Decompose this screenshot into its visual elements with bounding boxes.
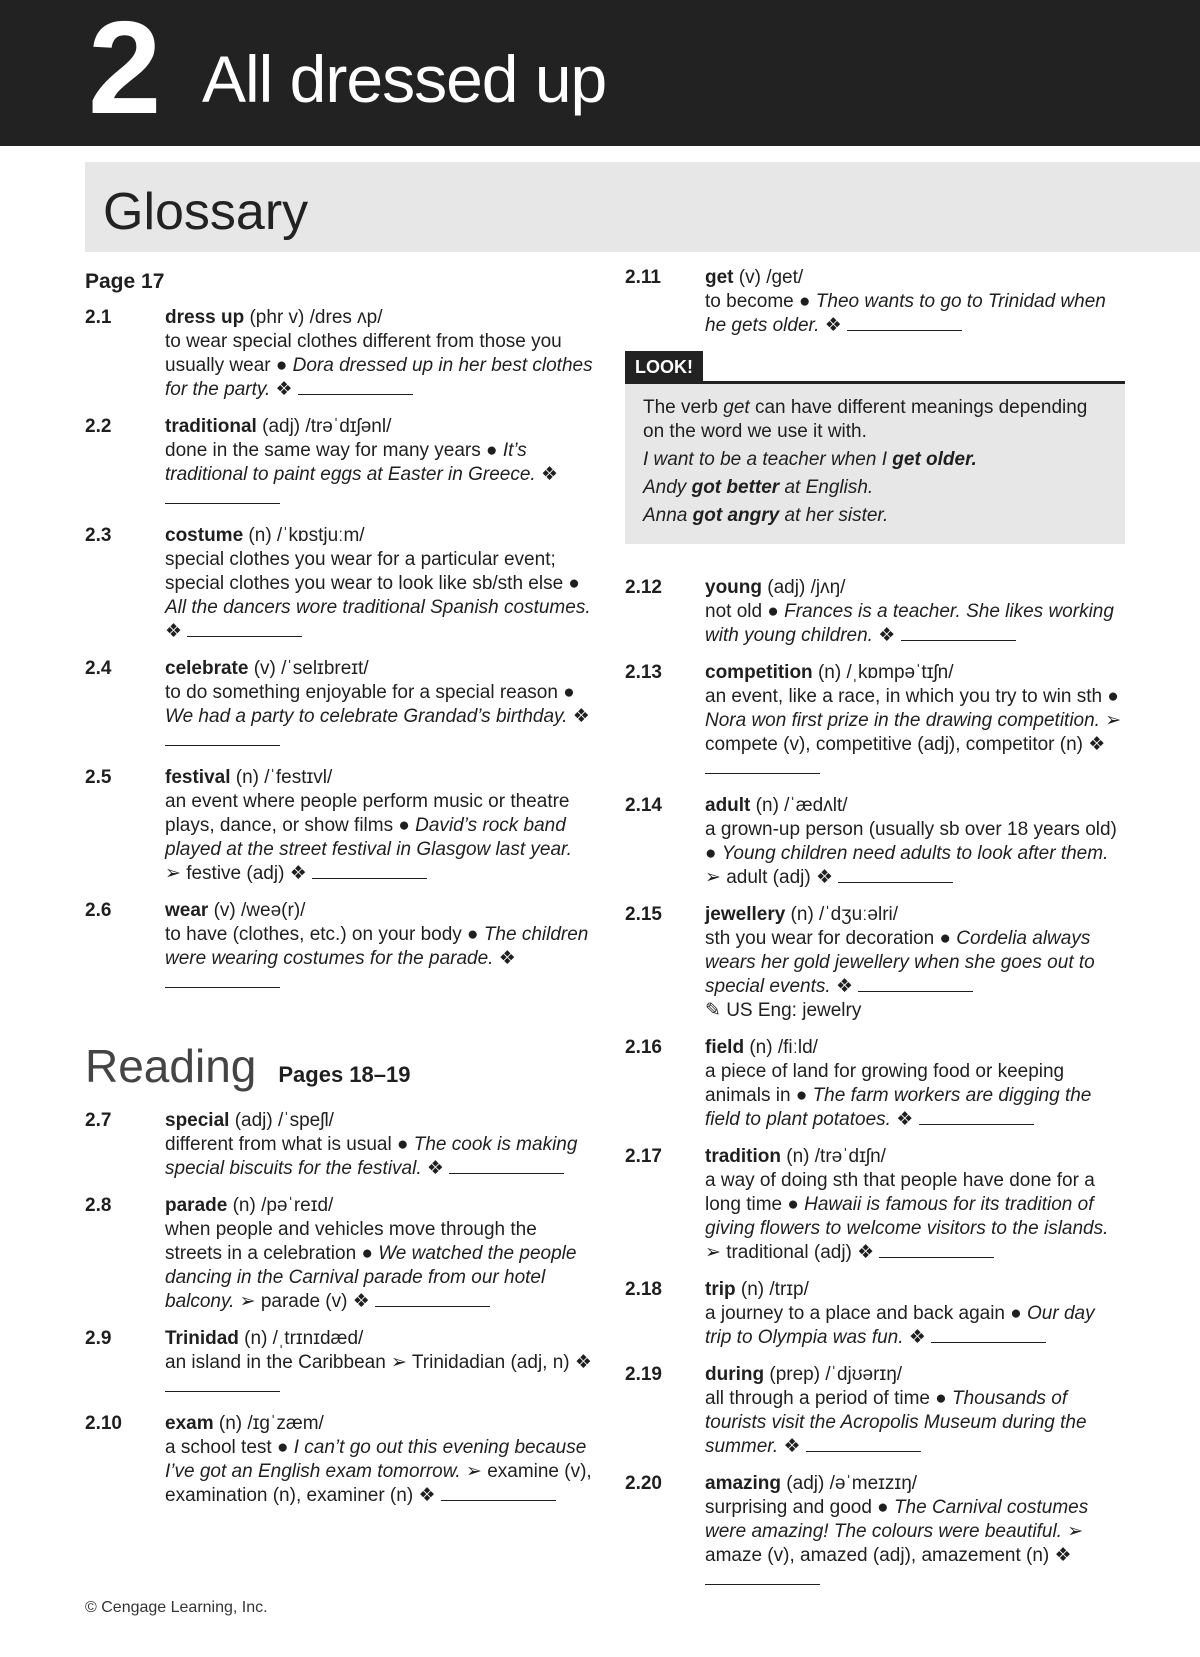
entry-number: 2.2	[85, 416, 112, 437]
entry-definition: special clothes you wear for a particular event; special clothes you wear to look like sb/sth else ●	[165, 549, 580, 594]
translation-blank	[705, 757, 820, 774]
glossary-entry	[625, 266, 1125, 338]
entry-body	[165, 766, 593, 886]
look-example-3	[643, 504, 1107, 528]
entry-number: 2.4	[85, 658, 112, 679]
entry-definition: sth you wear for decoration ●	[705, 928, 957, 949]
entry-headword: get	[705, 267, 734, 288]
entry-number: 2.10	[85, 1413, 122, 1434]
entry-definition: a piece of land for growing food or keeping animals in ●	[705, 1061, 1065, 1106]
entry-example: Dora dressed up in her best clothes for the party.	[165, 355, 593, 400]
entry-definition: to become ●	[705, 291, 816, 312]
right-column	[625, 266, 1125, 1605]
entry-derived-forms: compete (v), competitive (adj), competitor (n)	[705, 734, 1084, 755]
entry-headword: tradition	[705, 1146, 781, 1167]
entry-number: 2.13	[625, 662, 662, 683]
entry-body	[705, 1278, 1125, 1350]
left-column	[85, 266, 593, 1521]
entry-headword: competition	[705, 662, 813, 683]
look-intro-text: The verb	[643, 397, 724, 418]
entry-definition: an island in the Caribbean	[165, 1352, 392, 1373]
entry-headword: during	[705, 1364, 765, 1385]
glossary-entry	[85, 524, 593, 644]
entry-number: 2.1	[85, 307, 112, 328]
entry-part-of-speech: (adj) /jʌŋ/	[762, 577, 846, 598]
entry-part-of-speech: (n) /ˈkɒstjuːm/	[243, 525, 365, 546]
entry-part-of-speech: (v) /ˈselɪbreɪt/	[248, 658, 369, 679]
entry-headword: traditional	[165, 416, 257, 437]
entry-part-of-speech: (adj) /əˈmeɪzɪŋ/	[781, 1473, 918, 1494]
entry-example: I can’t go out this evening because I’ve got an English exam tomorrow.	[165, 1437, 587, 1482]
glossary-list-reading	[85, 1109, 593, 1508]
translation-marker-icon: ❖	[289, 863, 307, 884]
look-intro-text-end: can have different meanings depending on the word we use it with.	[643, 397, 1088, 442]
entry-definition: all through a period of time ●	[705, 1388, 952, 1409]
look-example-2-text: Andy	[643, 477, 692, 498]
look-example-1-bold: get older.	[892, 449, 977, 470]
translation-marker-icon: ❖	[541, 464, 559, 485]
entry-example: Cordelia always wears her gold jewellery when she goes out to special events.	[705, 928, 1095, 997]
entry-headword: field	[705, 1037, 745, 1058]
entry-headword: dress up	[165, 307, 245, 328]
translation-marker-icon: ❖	[352, 1291, 370, 1312]
entry-part-of-speech: (n) /fiːld/	[744, 1037, 818, 1058]
look-intro	[643, 396, 1107, 444]
glossary-entry	[85, 415, 593, 511]
entry-part-of-speech: (n) /ˌtrɪnɪdæd/	[238, 1328, 364, 1349]
derived-arrow-icon: ➢	[705, 1242, 721, 1263]
entry-part-of-speech: (prep) /ˈdjʊərɪŋ/	[764, 1364, 903, 1385]
translation-marker-icon: ❖	[878, 625, 896, 646]
translation-marker-icon: ❖	[835, 976, 854, 997]
glossary-entry	[625, 1278, 1125, 1350]
entry-number: 2.17	[625, 1146, 662, 1167]
derived-arrow-icon: ➢	[705, 867, 721, 888]
reading-section-heading	[85, 1039, 593, 1093]
glossary-entry	[625, 576, 1125, 648]
entry-part-of-speech: (adj) /ˈspeʃl/	[229, 1110, 334, 1131]
glossary-entry	[625, 794, 1125, 890]
entry-number: 2.6	[85, 900, 112, 921]
entry-example: The cook is making special biscuits for the festival.	[165, 1134, 578, 1179]
entry-part-of-speech: (n) /ɪgˈzæm/	[213, 1413, 324, 1434]
translation-marker-icon: ❖	[574, 1352, 592, 1373]
entry-example: Thousands of tourists visit the Acropolis Museum during the summer.	[705, 1388, 1087, 1457]
entry-body	[705, 1472, 1125, 1592]
translation-marker-icon: ❖	[418, 1485, 436, 1506]
unit-banner	[0, 0, 1200, 146]
derived-arrow-icon: ➢	[165, 863, 181, 884]
look-label: LOOK!	[625, 351, 703, 384]
look-example-3-text: Anna	[643, 505, 693, 526]
entry-headword: costume	[165, 525, 244, 546]
entry-example: Our day trip to Olympia was fun.	[705, 1303, 1095, 1348]
translation-blank	[375, 1290, 490, 1307]
entry-definition: to do something enjoyable for a special reason ●	[165, 682, 575, 703]
translation-marker-icon: ❖	[896, 1109, 914, 1130]
entry-body	[165, 415, 593, 511]
translation-marker-icon: ❖	[824, 315, 842, 336]
look-example-2-bold: got better	[691, 477, 780, 498]
page-reference: Page 17	[85, 270, 165, 293]
glossary-entry	[625, 1036, 1125, 1132]
translation-marker-icon: ❖	[165, 621, 183, 642]
entry-derived-forms: Trinidadian (adj, n)	[411, 1352, 570, 1373]
entry-body	[165, 1412, 593, 1508]
glossary-entry	[85, 1109, 593, 1181]
entry-number: 2.3	[85, 525, 112, 546]
look-box	[625, 351, 1125, 544]
entry-headword: jewellery	[705, 904, 786, 925]
entry-headword: special	[165, 1110, 230, 1131]
translation-blank	[165, 487, 280, 504]
entry-part-of-speech: (adj) /trəˈdɪʃənl/	[256, 416, 392, 437]
entry-example: Young children need adults to look after them.	[721, 843, 1109, 864]
entry-definition: to wear special clothes different from those you usually wear ●	[165, 331, 562, 376]
entry-body	[705, 576, 1125, 648]
glossary-entry	[85, 766, 593, 886]
look-example-3-end: at her sister.	[779, 505, 889, 526]
translation-marker-icon: ❖	[783, 1436, 801, 1457]
entry-definition: a grown-up person (usually sb over 18 years old) ●	[705, 819, 1117, 864]
translation-blank	[187, 620, 302, 637]
entry-derived-forms: festive (adj)	[186, 863, 285, 884]
entry-part-of-speech: (n) /ˈædʌlt/	[750, 795, 848, 816]
entry-example: The farm workers are digging the field to plant potatoes.	[705, 1085, 1092, 1130]
translation-marker-icon: ❖	[426, 1158, 444, 1179]
entry-headword: celebrate	[165, 658, 249, 679]
entry-number: 2.14	[625, 795, 662, 816]
entry-derived-forms: examine (v), examination (n), examiner (n)	[165, 1461, 592, 1506]
entry-part-of-speech: (n) /ˈfestɪvl/	[230, 767, 333, 788]
entry-part-of-speech: (v) /get/	[733, 267, 804, 288]
entry-definition: different from what is usual ●	[165, 1134, 414, 1155]
derived-arrow-icon: ➢	[465, 1461, 482, 1482]
translation-blank	[858, 975, 973, 992]
entry-part-of-speech: (phr v) /dres ʌp/	[244, 307, 383, 328]
entry-definition: when people and vehicles move through the streets in a celebration ●	[165, 1219, 537, 1264]
derived-arrow-icon: ➢	[239, 1291, 256, 1312]
translation-blank	[449, 1157, 564, 1174]
entry-body	[705, 794, 1125, 890]
entry-body	[165, 1109, 593, 1181]
entry-example: All the dancers wore traditional Spanish costumes.	[165, 597, 591, 618]
entry-example: We watched the people dancing in the Carnival parade from our hotel balcony.	[165, 1243, 577, 1312]
entry-part-of-speech: (n) /trəˈdɪʃn/	[781, 1146, 886, 1167]
reading-pages: Pages 18–19	[278, 1062, 411, 1087]
translation-blank	[298, 378, 413, 395]
entry-headword: amazing	[705, 1473, 782, 1494]
entry-number: 2.19	[625, 1364, 662, 1385]
entry-body	[705, 1036, 1125, 1132]
entry-number: 2.15	[625, 904, 662, 925]
translation-blank	[879, 1241, 994, 1258]
derived-arrow-icon: ➢	[1067, 1521, 1084, 1542]
entry-definition: a way of doing sth that people have done for a long time ●	[705, 1170, 1095, 1215]
glossary-entry	[85, 1412, 593, 1508]
translation-marker-icon: ❖	[275, 379, 293, 400]
entry-definition: a school test ●	[165, 1437, 294, 1458]
entry-headword: trip	[705, 1279, 736, 1300]
translation-blank	[165, 1375, 280, 1392]
entry-example: David’s rock band played at the street festival in Glasgow last year.	[165, 815, 572, 860]
entry-headword: wear	[165, 900, 209, 921]
entry-example: Theo wants to go to Trinidad when he gets older.	[705, 291, 1106, 336]
translation-blank	[441, 1484, 556, 1501]
glossary-entry	[85, 306, 593, 402]
entry-definition: not old ●	[705, 601, 785, 622]
look-intro-word: get	[723, 397, 750, 418]
glossary-entry	[625, 903, 1125, 1023]
entry-example: Frances is a teacher. She likes working with young children.	[705, 601, 1114, 646]
entry-part-of-speech: (n) /pəˈreɪd/	[227, 1195, 334, 1216]
entry-definition: done in the same way for many years ●	[165, 440, 503, 461]
unit-title: All dressed up	[202, 42, 607, 116]
entry-number: 2.12	[625, 577, 662, 598]
entry-body	[165, 306, 593, 402]
translation-marker-icon: ❖	[857, 1242, 875, 1263]
glossary-entry	[85, 1327, 593, 1399]
reading-title: Reading	[85, 1040, 257, 1092]
entry-example: We had a party to celebrate Grandad’s birthday.	[165, 706, 568, 727]
entry-example: The Carnival costumes were amazing! The colours were beautiful.	[705, 1497, 1089, 1542]
translation-blank	[901, 624, 1016, 641]
look-example-1-text: I want to be a teacher when I	[643, 449, 893, 470]
entry-part-of-speech: (n) /ˈdʒuːəlri/	[785, 904, 899, 925]
glossary-entry	[85, 899, 593, 995]
entry-number: 2.20	[625, 1473, 662, 1494]
entry-derived-forms: amaze (v), amazed (adj), amazement (n)	[705, 1545, 1050, 1566]
translation-marker-icon: ❖	[1088, 734, 1106, 755]
entry-number: 2.11	[625, 267, 661, 288]
entry-definition: surprising and good ●	[705, 1497, 894, 1518]
entry-example: The children were wearing costumes for the parade.	[165, 924, 589, 969]
glossary-entry	[625, 661, 1125, 781]
translation-blank	[165, 971, 280, 988]
unit-number: 2	[88, 0, 162, 141]
entry-part-of-speech: (v) /weə(r)/	[208, 900, 306, 921]
entry-definition: an event, like a race, in which you try to win sth ●	[705, 686, 1119, 707]
translation-blank	[806, 1435, 921, 1452]
entry-body	[165, 657, 593, 753]
entry-note: ✎ US Eng: jewelry	[705, 1000, 862, 1021]
glossary-list-page-17	[85, 306, 593, 995]
entry-body	[165, 1327, 593, 1399]
entry-part-of-speech: (n) /ˌkɒmpəˈtɪʃn/	[812, 662, 954, 683]
entry-number: 2.18	[625, 1279, 662, 1300]
entry-example: Nora won first prize in the drawing competition.	[705, 710, 1100, 731]
translation-marker-icon: ❖	[572, 706, 590, 727]
entry-part-of-speech: (n) /trɪp/	[735, 1279, 809, 1300]
entry-definition: to have (clothes, etc.) on your body ●	[165, 924, 484, 945]
glossary-bar	[85, 162, 1200, 252]
entry-headword: festival	[165, 767, 231, 788]
derived-arrow-icon: ➢	[1105, 710, 1122, 731]
entry-definition: a journey to a place and back again ●	[705, 1303, 1028, 1324]
entry-number: 2.8	[85, 1195, 112, 1216]
translation-blank	[919, 1108, 1034, 1125]
glossary-list-right-top	[625, 266, 1125, 338]
translation-blank	[931, 1326, 1046, 1343]
derived-arrow-icon: ➢	[391, 1352, 407, 1373]
translation-blank	[165, 729, 280, 746]
entry-body	[165, 524, 593, 644]
translation-blank	[705, 1568, 820, 1585]
entry-headword: exam	[165, 1413, 214, 1434]
entry-derived-forms: adult (adj)	[726, 867, 811, 888]
entry-number: 2.9	[85, 1328, 112, 1349]
entry-number: 2.7	[85, 1110, 112, 1131]
translation-blank	[312, 862, 427, 879]
entry-definition: an event where people perform music or theatre plays, dance, or show films ●	[165, 791, 570, 836]
look-example-2	[643, 476, 1107, 500]
entry-headword: Trinidad	[165, 1328, 239, 1349]
translation-marker-icon: ❖	[908, 1327, 926, 1348]
entry-body	[165, 1194, 593, 1314]
entry-body	[705, 903, 1125, 1023]
entry-headword: adult	[705, 795, 751, 816]
entry-derived-forms: traditional (adj)	[726, 1242, 852, 1263]
translation-blank	[838, 866, 953, 883]
look-example-1	[643, 448, 1107, 472]
copyright-footer: © Cengage Learning, Inc.	[85, 1599, 268, 1616]
translation-blank	[847, 314, 962, 331]
entry-body	[705, 266, 1125, 338]
translation-marker-icon: ❖	[498, 948, 516, 969]
glossary-title: Glossary	[103, 183, 309, 241]
glossary-entry	[85, 1194, 593, 1314]
glossary-entry	[85, 657, 593, 753]
entry-body	[705, 661, 1125, 781]
look-content	[625, 381, 1125, 544]
entry-example: It’s traditional to paint eggs at Easter in Greece.	[165, 440, 536, 485]
glossary-entry	[625, 1145, 1125, 1265]
entry-body	[165, 899, 593, 995]
entry-body	[705, 1145, 1125, 1265]
entry-headword: parade	[165, 1195, 228, 1216]
look-example-2-end: at English.	[779, 477, 874, 498]
entry-number: 2.16	[625, 1037, 662, 1058]
glossary-entry	[625, 1363, 1125, 1459]
entry-number: 2.5	[85, 767, 112, 788]
entry-headword: young	[705, 577, 762, 598]
look-example-3-bold: got angry	[692, 505, 780, 526]
glossary-entry	[625, 1472, 1125, 1592]
translation-marker-icon: ❖	[815, 867, 834, 888]
translation-marker-icon: ❖	[1054, 1545, 1072, 1566]
entry-example: Hawaii is famous for its tradition of giving flowers to welcome visitors to the islands.	[705, 1194, 1109, 1239]
glossary-list-right-bottom	[625, 576, 1125, 1592]
entry-body	[705, 1363, 1125, 1459]
entry-derived-forms: parade (v)	[260, 1291, 348, 1312]
